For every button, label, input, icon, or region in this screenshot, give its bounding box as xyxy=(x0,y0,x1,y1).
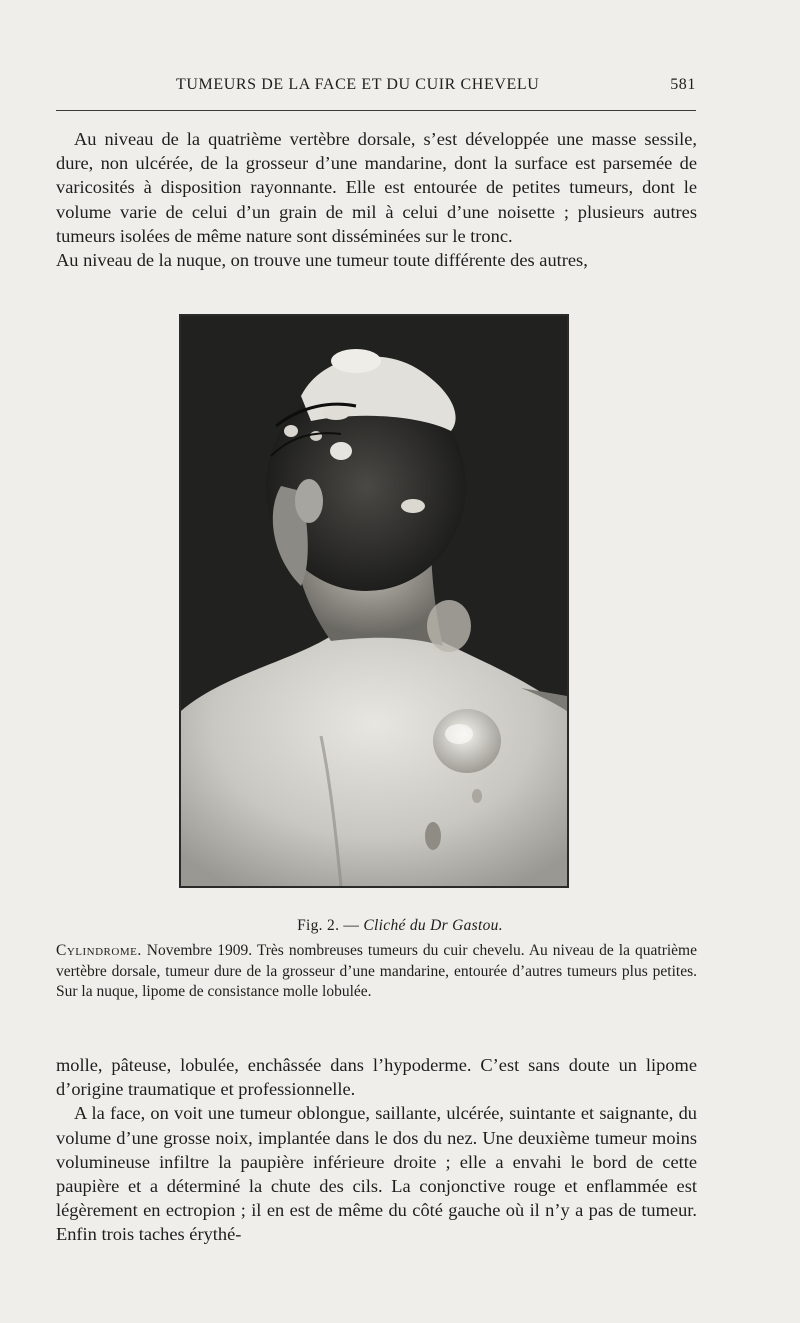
caption-lead: Cylindrome. xyxy=(56,942,142,959)
paragraph: Au niveau de la nuque, on trouve une tumeur toute différente des autres, xyxy=(56,250,588,271)
page-number: 581 xyxy=(670,76,696,93)
figure-credit: Cliché du Dr Gastou. xyxy=(363,917,503,934)
figure-title xyxy=(0,917,800,935)
figure-caption xyxy=(56,941,697,1003)
text-block-bottom xyxy=(56,1053,697,1247)
paragraph: A la face, on voit une tumeur oblongue, saillante, ulcérée, suintante et saignante, du volume d’une grosse noix, implantée dans le dos du nez. Une deuxième tumeur moins volumineuse infiltre la paupière inférieure droite ; elle a envahi le bord de cette paupière et a déterminé la chute des cils. La conjonctive rouge et enflammée est légèrement en ectropion ; il en est de même du côté gauche où il n’y a pas de tumeur. Enfin trois taches érythé- xyxy=(56,1103,697,1245)
paragraph: Au niveau de la quatrième vertèbre dorsale, s’est développée une masse sessile, dure, non ulcérée, de la grosseur d’une mandarine, dont la surface est parsemée de varicosités à disposition rayonnante. Elle est entourée de petites tumeurs, dont le volume varie de celui d’un grain de mil à celui d’une noisette ; plusieurs autres tumeurs isolées de même nature sont disséminées sur le tronc. xyxy=(56,129,697,246)
figure-label: Fig. 2. — xyxy=(297,917,360,934)
running-head xyxy=(56,74,696,100)
running-title: TUMEURS DE LA FACE ET DU CUIR CHEVELU xyxy=(176,76,540,93)
figure-photograph xyxy=(179,314,569,888)
photo-patient-back xyxy=(181,316,567,886)
paragraph: molle, pâteuse, lobulée, enchâssée dans l’hypoderme. C’est sans doute un lipome d’origine traumatique et professionnelle. xyxy=(56,1055,697,1100)
caption-text: Novembre 1909. Très nombreuses tumeurs du cuir chevelu. Au niveau de la quatrième vertèbre dorsale, tumeur dure de la grosseur d’une mandarine, entourée d’autres tumeurs plus petites. Sur la nuque, lipome de consistance molle lobulée. xyxy=(56,942,697,1000)
header-rule xyxy=(56,110,696,111)
text-block-top xyxy=(56,127,697,272)
